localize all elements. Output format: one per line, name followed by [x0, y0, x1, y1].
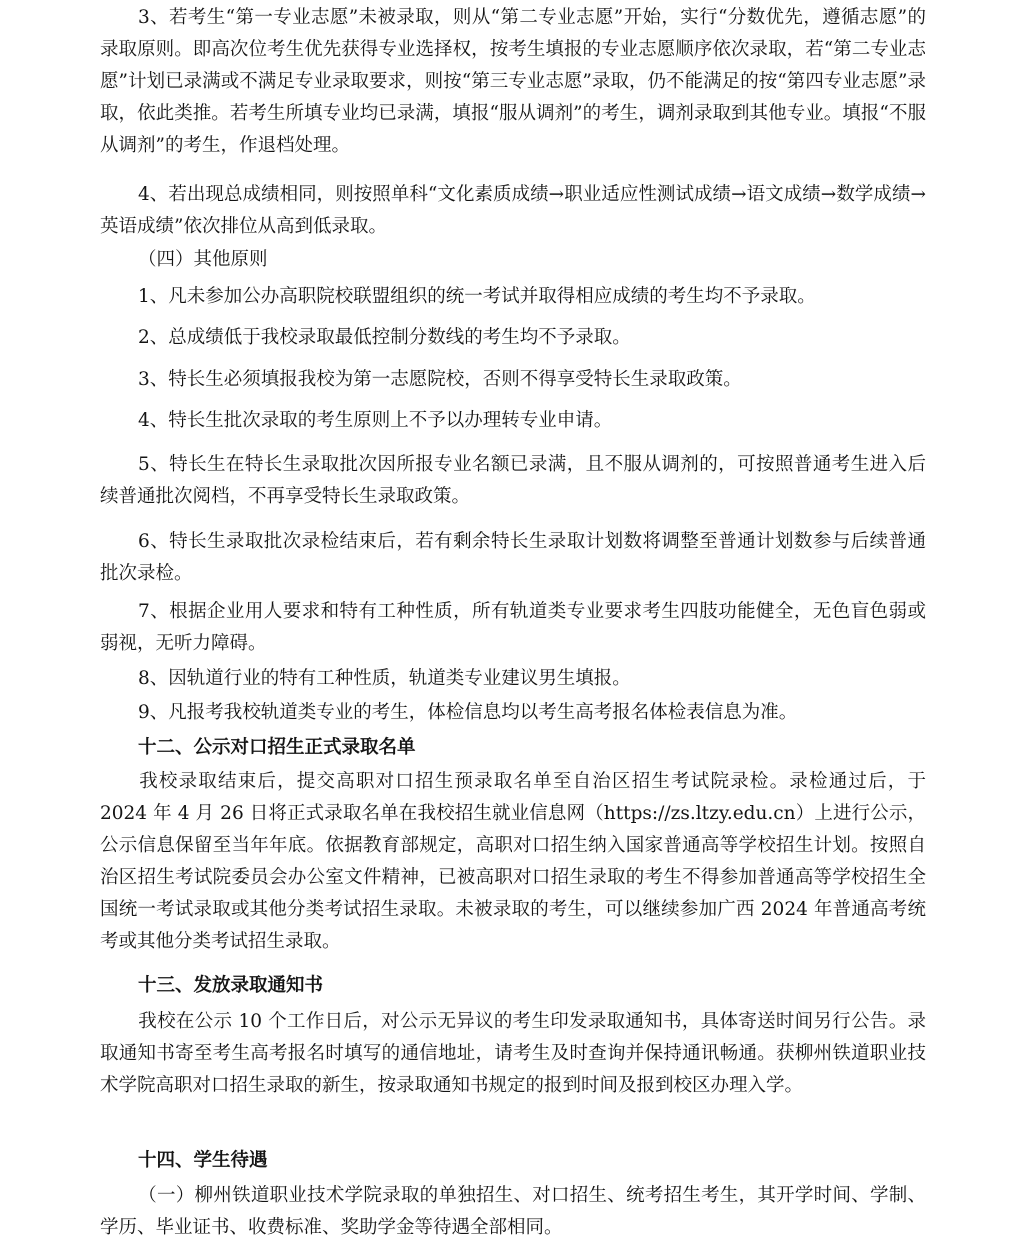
paragraph-other-1: 1、凡未参加公办高职院校联盟组织的统一考试并取得相应成绩的考生均不予录取。	[138, 286, 816, 307]
paragraph-other-2: 2、总成绩低于我校录取最低控制分数线的考生均不予录取。	[138, 327, 631, 348]
paragraph-rule-3: 3、若考生“第一专业志愿”未被录取，则从“第二专业志愿”开始，实行“分数优先，遵循志愿”的录取原则。即高次位考生优先获得专业选择权，按考生填报的专业志愿顺序依次录取，若“第二专业志愿”计划已录满或不满足专业录取要求，则按“第三专业志愿”录取，仍不能满足的按“第四专业志愿”录取，依此类推。若考生所填专业均已录满，填报“服从调剂”的考生，调剂录取到其他专业。填报“不服从调剂”的考生，作退档处理。	[100, 7, 926, 156]
heading-section-12: 十二、公示对口招生正式录取名单	[138, 737, 416, 758]
paragraph-section-12: 我校录取结束后，提交高职对口招生预录取名单至自治区招生考试院录检。录检通过后，于 2024 年 4 月 26 日将正式录取名单在我校招生就业信息网（https://zs.ltzy.edu.cn）上进行公示，公示信息保留至当年年底。依据教育部规定，高职对口招生纳入国家普通高等学校招生计划。按照自治区招生考试院委员会办公室文件精神，已被高职对口招生录取的考生不得参加普通高等学校招生全国统一考试录取或其他分类考试招生录取。未被录取的考生，可以继续参加广西 2024 年普通高考统考或其他分类考试招生录取。	[100, 771, 926, 952]
paragraph-other-7: 7、根据企业用人要求和特有工种性质，所有轨道类专业要求考生四肢功能健全，无色盲色弱或弱视，无听力障碍。	[100, 601, 926, 654]
paragraph-other-6: 6、特长生录取批次录检结束后，若有剩余特长生录取计划数将调整至普通计划数参与后续普通批次录检。	[100, 531, 926, 584]
paragraph-other-5: 5、特长生在特长生录取批次因所报专业名额已录满，且不服从调剂的，可按照普通考生进入后续普通批次阅档，不再享受特长生录取政策。	[100, 454, 926, 507]
paragraph-other-8: 8、因轨道行业的特有工种性质，轨道类专业建议男生填报。	[138, 668, 631, 689]
paragraph-section-13: 我校在公示 10 个工作日后，对公示无异议的考生印发录取通知书，具体寄送时间另行公告。录取通知书寄至考生高考报名时填写的通信地址，请考生及时查询并保持通讯畅通。获柳州铁道职业技术学院高职对口招生录取的新生，按录取通知书规定的报到时间及报到校区办理入学。	[100, 1011, 926, 1096]
subheading-other-rules: （四）其他原则	[138, 249, 268, 270]
paragraph-section-14: （一）柳州铁道职业技术学院录取的单独招生、对口招生、统考招生考生，其开学时间、学制、学历、毕业证书、收费标准、奖助学金等待遇全部相同。	[100, 1185, 926, 1238]
paragraph-other-4: 4、特长生批次录取的考生原则上不予以办理转专业申请。	[138, 410, 613, 431]
paragraph-other-9: 9、凡报考我校轨道类专业的考生，体检信息均以考生高考报名体检表信息为准。	[138, 702, 798, 723]
heading-section-14: 十四、学生待遇	[138, 1150, 268, 1171]
paragraph-other-3: 3、特长生必须填报我校为第一志愿院校，否则不得享受特长生录取政策。	[138, 369, 742, 390]
paragraph-rule-4: 4、若出现总成绩相同，则按照单科“文化素质成绩→职业适应性测试成绩→语文成绩→数学成绩→英语成绩”依次排位从高到低录取。	[100, 184, 926, 237]
heading-section-13: 十三、发放录取通知书	[138, 975, 324, 996]
